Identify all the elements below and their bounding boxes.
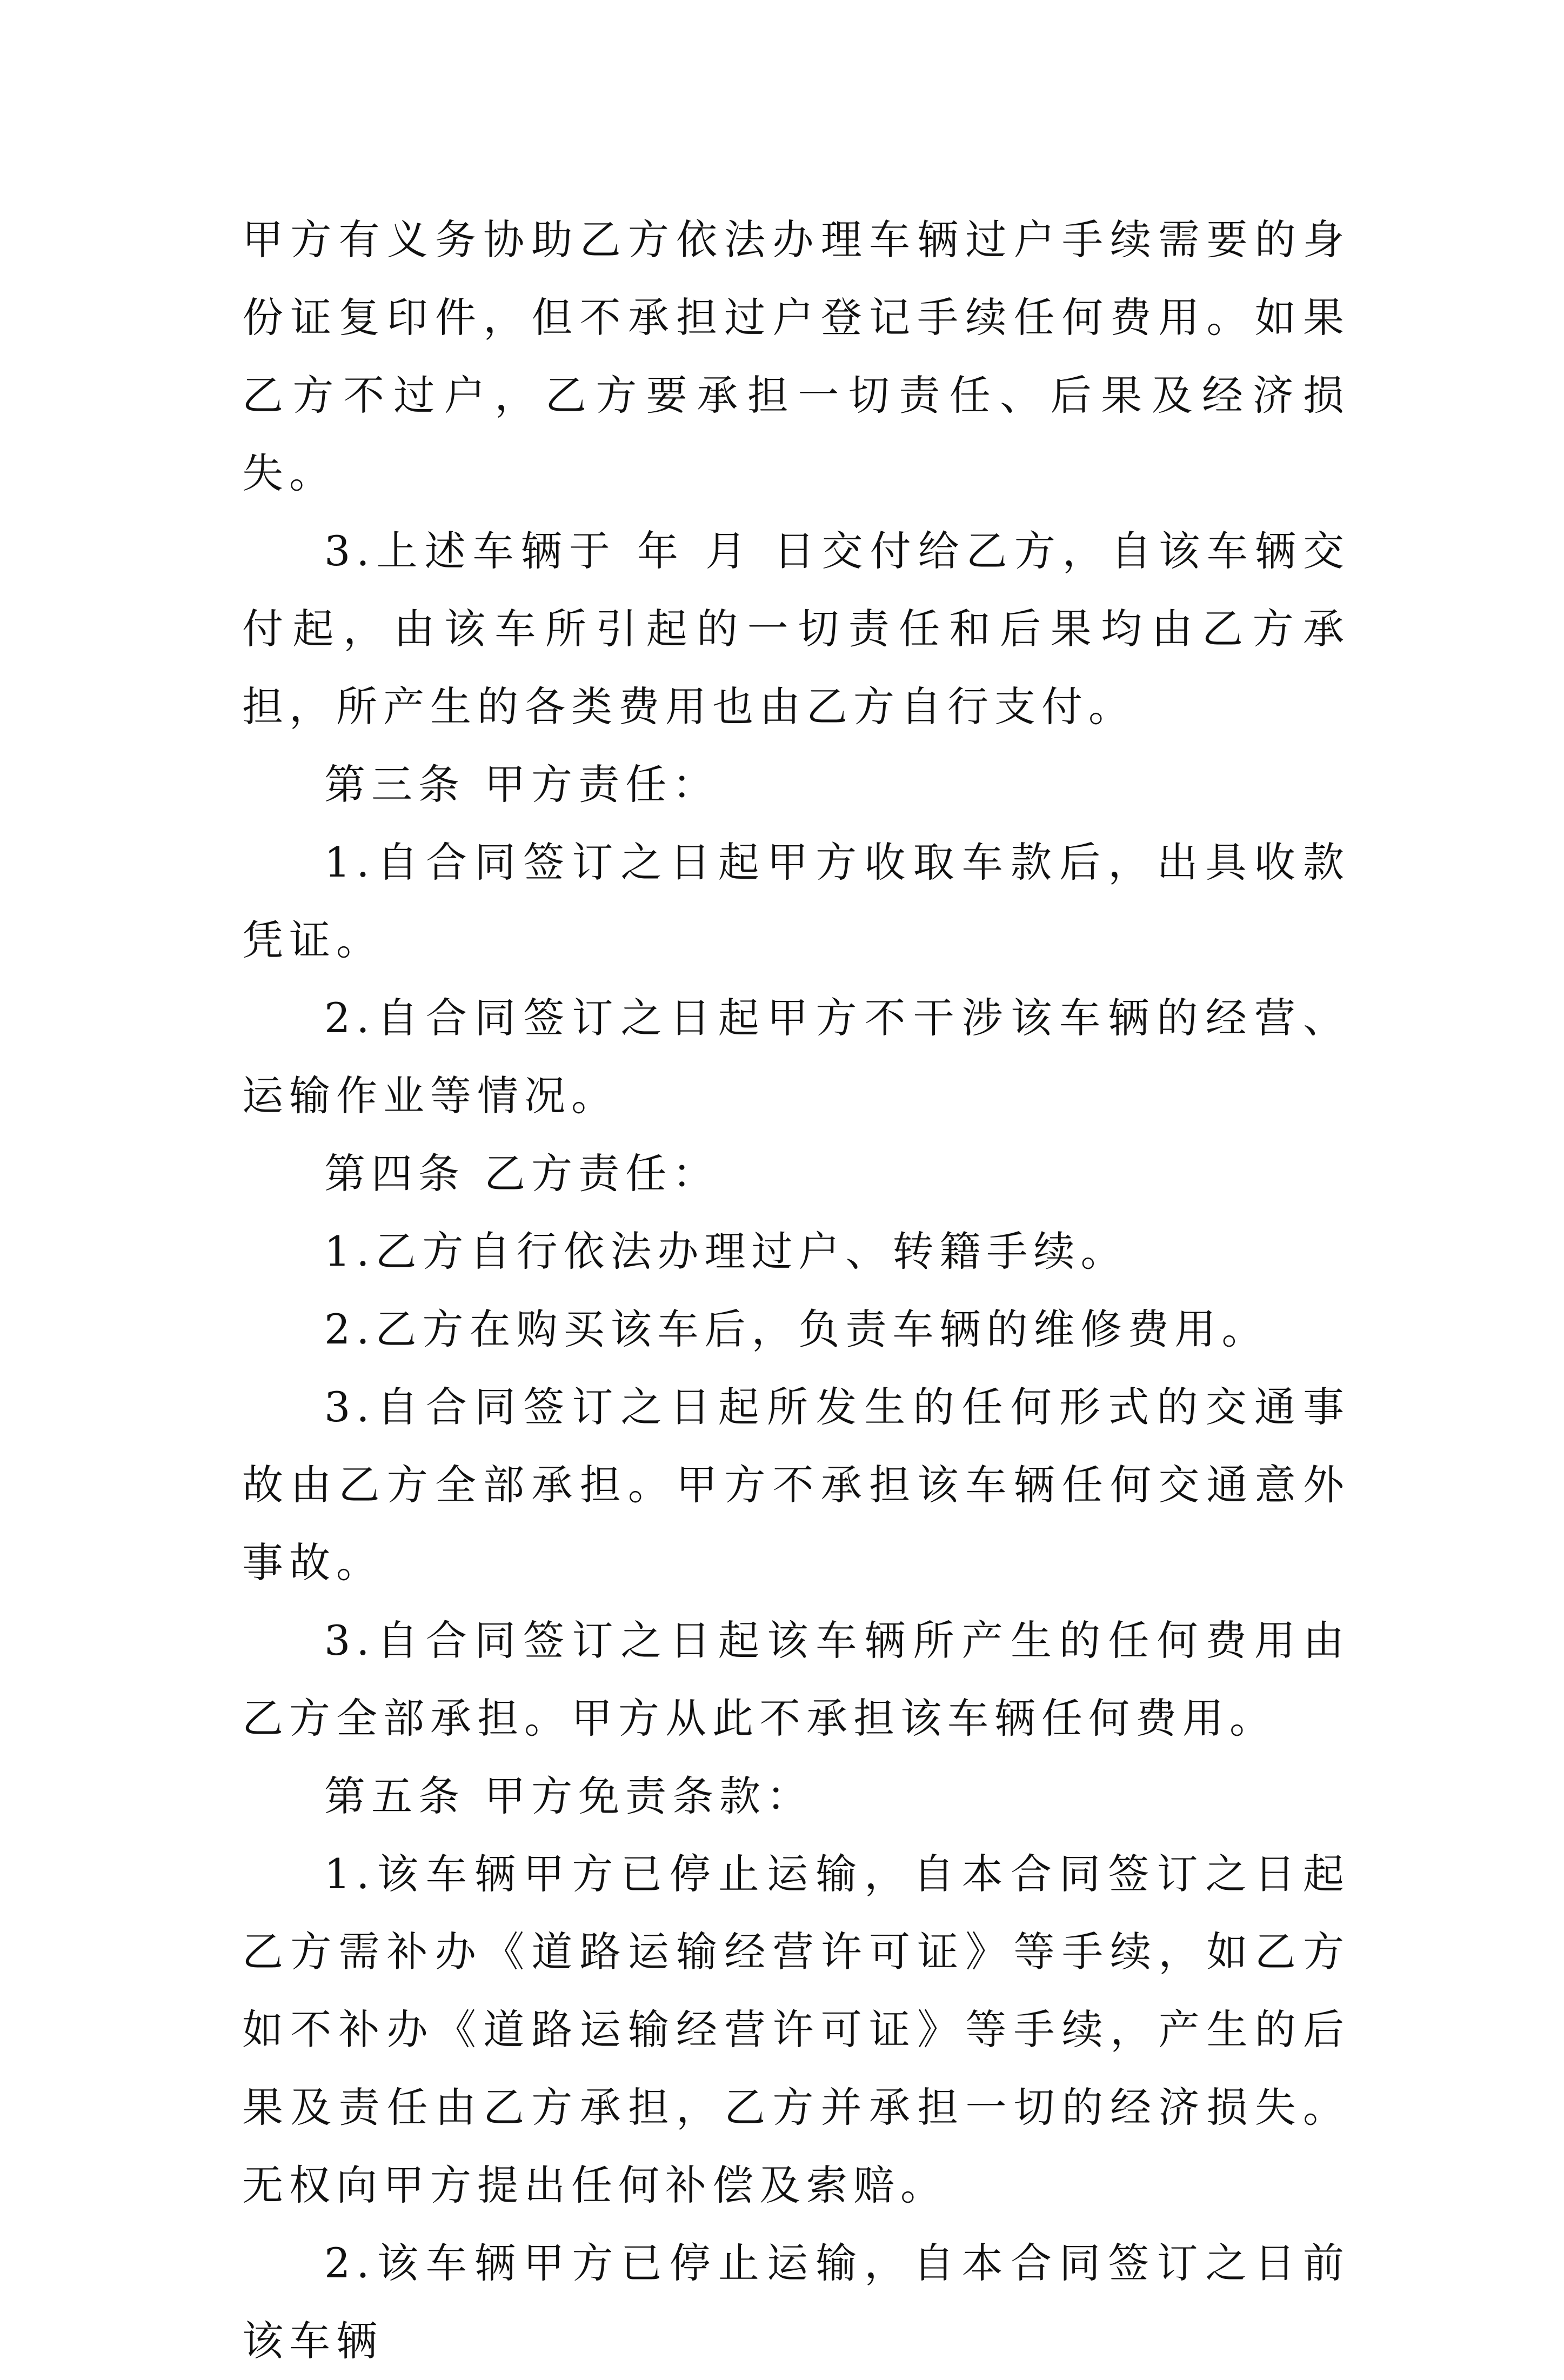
- article-4-heading: 第四条 乙方责任：: [324, 1149, 720, 1198]
- article-3-heading: 第三条 甲方责任：: [324, 760, 720, 808]
- article-5-heading: 第五条 甲方免责条款：: [324, 1772, 814, 1820]
- article-4-item-1: 1.乙方自行依法办理过户、转籍手续。: [324, 1227, 1128, 1275]
- article-5-item-1: 1.该车辆甲方已停止运输，自本合同签订之日起乙方需补办《道路运输经营许可证》等手续，如乙方如不补办《道路运输经营许可证》等手续，产生的后果及责任由乙方承担，乙方并承担一切的经济损失。无权向甲方提出任何补偿及索赔。: [242, 1850, 1350, 2209]
- paragraph-delivery-clause: 3.上述车辆于 年 月 日交付给乙方，自该车辆交付起，由该车所引起的一切责任和后果均由乙方承担，所产生的各类费用也由乙方自行支付。: [242, 527, 1350, 731]
- article-4-item-3: 3.自合同签订之日起所发生的任何形式的交通事故由乙方全部承担。甲方不承担该车辆任何交通意外事故。: [242, 1383, 1350, 1587]
- article-3-item-2: 2.自合同签订之日起甲方不干涉该车辆的经营、运输作业等情况。: [242, 994, 1350, 1120]
- article-4-item-3-repeat: 3.自合同签订之日起该车辆所产生的任何费用由乙方全部承担。甲方从此不承担该车辆任何费用。: [242, 1616, 1350, 1742]
- article-5-item-2: 2.该车辆甲方已停止运输，自本合同签订之日前该车辆: [242, 2239, 1350, 2365]
- document-body: [242, 201, 1350, 2380]
- paragraph-transfer-obligation: 甲方有义务协助乙方依法办理车辆过户手续需要的身份证复印件，但不承担过户登记手续任何费用。如果乙方不过户，乙方要承担一切责任、后果及经济损失。: [242, 216, 1350, 497]
- article-4-item-2: 2.乙方在购买该车后，负责车辆的维修费用。: [324, 1305, 1269, 1353]
- article-3-item-1: 1.自合同签订之日起甲方收取车款后，出具收款凭证。: [242, 838, 1350, 964]
